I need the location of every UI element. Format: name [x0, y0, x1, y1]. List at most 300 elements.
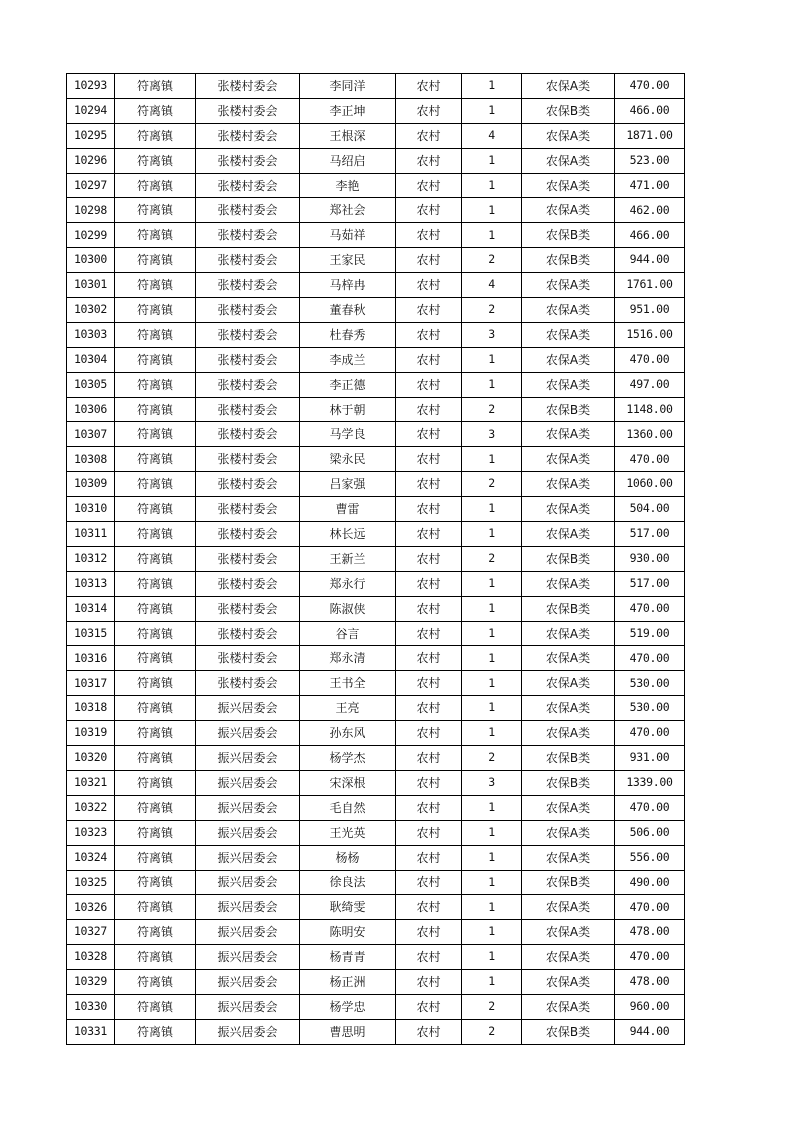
category-cell: 农保B类 — [522, 870, 615, 895]
record-id-cell: 10296 — [67, 148, 115, 173]
town-cell: 符离镇 — [115, 347, 196, 372]
amount-cell: 471.00 — [615, 173, 685, 198]
amount-cell: 519.00 — [615, 621, 685, 646]
committee-cell: 振兴居委会 — [196, 696, 300, 721]
name-cell: 杨青青 — [300, 945, 396, 970]
category-cell: 农保B类 — [522, 397, 615, 422]
town-cell: 符离镇 — [115, 298, 196, 323]
amount-cell: 466.00 — [615, 223, 685, 248]
category-cell: 农保A类 — [522, 820, 615, 845]
town-cell: 符离镇 — [115, 795, 196, 820]
committee-cell: 振兴居委会 — [196, 1019, 300, 1044]
member-count-cell: 1 — [462, 571, 522, 596]
category-cell: 农保B类 — [522, 1019, 615, 1044]
record-id-cell: 10302 — [67, 298, 115, 323]
town-cell: 符离镇 — [115, 472, 196, 497]
amount-cell: 470.00 — [615, 895, 685, 920]
record-id-cell: 10318 — [67, 696, 115, 721]
town-cell: 符离镇 — [115, 98, 196, 123]
committee-cell: 振兴居委会 — [196, 945, 300, 970]
table-row — [67, 845, 685, 870]
amount-cell: 470.00 — [615, 74, 685, 99]
member-count-cell: 1 — [462, 596, 522, 621]
household-type-cell: 农村 — [396, 746, 462, 771]
amount-cell: 944.00 — [615, 1019, 685, 1044]
amount-cell: 466.00 — [615, 98, 685, 123]
household-type-cell: 农村 — [396, 198, 462, 223]
household-type-cell: 农村 — [396, 347, 462, 372]
name-cell: 陈淑侠 — [300, 596, 396, 621]
name-cell: 李正坤 — [300, 98, 396, 123]
committee-cell: 张楼村委会 — [196, 298, 300, 323]
town-cell: 符离镇 — [115, 173, 196, 198]
household-type-cell: 农村 — [396, 621, 462, 646]
name-cell: 董春秋 — [300, 298, 396, 323]
household-type-cell: 农村 — [396, 497, 462, 522]
table-row — [67, 646, 685, 671]
category-cell: 农保A类 — [522, 945, 615, 970]
amount-cell: 462.00 — [615, 198, 685, 223]
table-row — [67, 820, 685, 845]
committee-cell: 张楼村委会 — [196, 571, 300, 596]
table-row — [67, 447, 685, 472]
committee-cell: 张楼村委会 — [196, 546, 300, 571]
town-cell: 符离镇 — [115, 820, 196, 845]
record-id-cell: 10308 — [67, 447, 115, 472]
member-count-cell: 1 — [462, 895, 522, 920]
record-id-cell: 10306 — [67, 397, 115, 422]
category-cell: 农保A类 — [522, 422, 615, 447]
amount-cell: 1761.00 — [615, 273, 685, 298]
record-id-cell: 10319 — [67, 721, 115, 746]
household-type-cell: 农村 — [396, 970, 462, 995]
category-cell: 农保A类 — [522, 994, 615, 1019]
household-type-cell: 农村 — [396, 795, 462, 820]
household-type-cell: 农村 — [396, 223, 462, 248]
category-cell: 农保A类 — [522, 522, 615, 547]
member-count-cell: 1 — [462, 920, 522, 945]
household-type-cell: 农村 — [396, 372, 462, 397]
member-count-cell: 1 — [462, 74, 522, 99]
household-type-cell: 农村 — [396, 721, 462, 746]
member-count-cell: 1 — [462, 721, 522, 746]
member-count-cell: 3 — [462, 770, 522, 795]
category-cell: 农保A类 — [522, 696, 615, 721]
household-type-cell: 农村 — [396, 472, 462, 497]
name-cell: 梁永民 — [300, 447, 396, 472]
table-row — [67, 397, 685, 422]
category-cell: 农保A类 — [522, 372, 615, 397]
table-row — [67, 746, 685, 771]
household-type-cell: 农村 — [396, 74, 462, 99]
committee-cell: 振兴居委会 — [196, 845, 300, 870]
category-cell: 农保B类 — [522, 223, 615, 248]
table-row — [67, 721, 685, 746]
category-cell: 农保A类 — [522, 571, 615, 596]
name-cell: 谷言 — [300, 621, 396, 646]
record-id-cell: 10309 — [67, 472, 115, 497]
amount-cell: 497.00 — [615, 372, 685, 397]
record-id-cell: 10307 — [67, 422, 115, 447]
member-count-cell: 1 — [462, 870, 522, 895]
table-row — [67, 795, 685, 820]
amount-cell: 523.00 — [615, 148, 685, 173]
category-cell: 农保B类 — [522, 770, 615, 795]
amount-cell: 944.00 — [615, 248, 685, 273]
category-cell: 农保B类 — [522, 98, 615, 123]
record-id-cell: 10321 — [67, 770, 115, 795]
amount-cell: 1148.00 — [615, 397, 685, 422]
town-cell: 符离镇 — [115, 621, 196, 646]
household-type-cell: 农村 — [396, 596, 462, 621]
record-id-cell: 10304 — [67, 347, 115, 372]
member-count-cell: 1 — [462, 696, 522, 721]
category-cell: 农保A类 — [522, 273, 615, 298]
committee-cell: 张楼村委会 — [196, 173, 300, 198]
name-cell: 孙东风 — [300, 721, 396, 746]
category-cell: 农保B类 — [522, 546, 615, 571]
category-cell: 农保A类 — [522, 920, 615, 945]
table-row — [67, 248, 685, 273]
committee-cell: 张楼村委会 — [196, 522, 300, 547]
town-cell: 符离镇 — [115, 198, 196, 223]
record-id-cell: 10299 — [67, 223, 115, 248]
committee-cell: 振兴居委会 — [196, 770, 300, 795]
household-type-cell: 农村 — [396, 1019, 462, 1044]
record-id-cell: 10317 — [67, 671, 115, 696]
member-count-cell: 1 — [462, 621, 522, 646]
member-count-cell: 1 — [462, 98, 522, 123]
committee-cell: 振兴居委会 — [196, 895, 300, 920]
household-type-cell: 农村 — [396, 920, 462, 945]
record-id-cell: 10315 — [67, 621, 115, 646]
table-row — [67, 223, 685, 248]
name-cell: 李成兰 — [300, 347, 396, 372]
town-cell: 符离镇 — [115, 273, 196, 298]
household-type-cell: 农村 — [396, 671, 462, 696]
household-type-cell: 农村 — [396, 770, 462, 795]
table-row — [67, 970, 685, 995]
category-cell: 农保A类 — [522, 845, 615, 870]
amount-cell: 470.00 — [615, 596, 685, 621]
table-row — [67, 148, 685, 173]
town-cell: 符离镇 — [115, 895, 196, 920]
town-cell: 符离镇 — [115, 920, 196, 945]
name-cell: 李同洋 — [300, 74, 396, 99]
table-row — [67, 74, 685, 99]
committee-cell: 振兴居委会 — [196, 746, 300, 771]
member-count-cell: 2 — [462, 546, 522, 571]
member-count-cell: 4 — [462, 123, 522, 148]
table-row — [67, 945, 685, 970]
committee-cell: 张楼村委会 — [196, 148, 300, 173]
name-cell: 马茹祥 — [300, 223, 396, 248]
amount-cell: 504.00 — [615, 497, 685, 522]
committee-cell: 振兴居委会 — [196, 994, 300, 1019]
town-cell: 符离镇 — [115, 994, 196, 1019]
table-row — [67, 472, 685, 497]
member-count-cell: 1 — [462, 372, 522, 397]
name-cell: 李正德 — [300, 372, 396, 397]
town-cell: 符离镇 — [115, 546, 196, 571]
household-type-cell: 农村 — [396, 895, 462, 920]
record-id-cell: 10327 — [67, 920, 115, 945]
record-id-cell: 10330 — [67, 994, 115, 1019]
member-count-cell: 2 — [462, 1019, 522, 1044]
name-cell: 王书全 — [300, 671, 396, 696]
committee-cell: 张楼村委会 — [196, 248, 300, 273]
category-cell: 农保B类 — [522, 746, 615, 771]
record-id-cell: 10312 — [67, 546, 115, 571]
member-count-cell: 1 — [462, 148, 522, 173]
member-count-cell: 1 — [462, 845, 522, 870]
amount-cell: 556.00 — [615, 845, 685, 870]
record-id-cell: 10322 — [67, 795, 115, 820]
member-count-cell: 2 — [462, 746, 522, 771]
amount-cell: 1516.00 — [615, 322, 685, 347]
category-cell: 农保A类 — [522, 621, 615, 646]
amount-cell: 1060.00 — [615, 472, 685, 497]
record-id-cell: 10310 — [67, 497, 115, 522]
record-id-cell: 10320 — [67, 746, 115, 771]
amount-cell: 506.00 — [615, 820, 685, 845]
committee-cell: 振兴居委会 — [196, 795, 300, 820]
record-id-cell: 10303 — [67, 322, 115, 347]
member-count-cell: 1 — [462, 820, 522, 845]
name-cell: 林长远 — [300, 522, 396, 547]
committee-cell: 张楼村委会 — [196, 671, 300, 696]
town-cell: 符离镇 — [115, 148, 196, 173]
records-table-body — [67, 74, 685, 1045]
name-cell: 杨正洲 — [300, 970, 396, 995]
category-cell: 农保A类 — [522, 173, 615, 198]
town-cell: 符离镇 — [115, 746, 196, 771]
record-id-cell: 10328 — [67, 945, 115, 970]
household-type-cell: 农村 — [396, 148, 462, 173]
town-cell: 符离镇 — [115, 596, 196, 621]
name-cell: 耿绮雯 — [300, 895, 396, 920]
member-count-cell: 1 — [462, 970, 522, 995]
town-cell: 符离镇 — [115, 322, 196, 347]
member-count-cell: 2 — [462, 298, 522, 323]
table-row — [67, 596, 685, 621]
member-count-cell: 1 — [462, 522, 522, 547]
town-cell: 符离镇 — [115, 397, 196, 422]
member-count-cell: 4 — [462, 273, 522, 298]
table-row — [67, 98, 685, 123]
record-id-cell: 10314 — [67, 596, 115, 621]
name-cell: 陈明安 — [300, 920, 396, 945]
table-row — [67, 696, 685, 721]
table-row — [67, 895, 685, 920]
town-cell: 符离镇 — [115, 945, 196, 970]
table-row — [67, 497, 685, 522]
table-row — [67, 198, 685, 223]
member-count-cell: 2 — [462, 248, 522, 273]
household-type-cell: 农村 — [396, 123, 462, 148]
member-count-cell: 2 — [462, 397, 522, 422]
committee-cell: 振兴居委会 — [196, 920, 300, 945]
table-row — [67, 546, 685, 571]
household-type-cell: 农村 — [396, 397, 462, 422]
amount-cell: 490.00 — [615, 870, 685, 895]
amount-cell: 1871.00 — [615, 123, 685, 148]
committee-cell: 振兴居委会 — [196, 870, 300, 895]
amount-cell: 478.00 — [615, 970, 685, 995]
record-id-cell: 10297 — [67, 173, 115, 198]
household-type-cell: 农村 — [396, 298, 462, 323]
member-count-cell: 1 — [462, 646, 522, 671]
town-cell: 符离镇 — [115, 447, 196, 472]
record-id-cell: 10313 — [67, 571, 115, 596]
amount-cell: 931.00 — [615, 746, 685, 771]
category-cell: 农保A类 — [522, 198, 615, 223]
household-type-cell: 农村 — [396, 248, 462, 273]
record-id-cell: 10300 — [67, 248, 115, 273]
household-type-cell: 农村 — [396, 870, 462, 895]
town-cell: 符离镇 — [115, 870, 196, 895]
committee-cell: 张楼村委会 — [196, 347, 300, 372]
record-id-cell: 10295 — [67, 123, 115, 148]
name-cell: 郑永清 — [300, 646, 396, 671]
committee-cell: 张楼村委会 — [196, 98, 300, 123]
household-type-cell: 农村 — [396, 273, 462, 298]
category-cell: 农保A类 — [522, 322, 615, 347]
name-cell: 马学良 — [300, 422, 396, 447]
table-row — [67, 372, 685, 397]
household-type-cell: 农村 — [396, 994, 462, 1019]
table-row — [67, 347, 685, 372]
member-count-cell: 2 — [462, 994, 522, 1019]
table-row — [67, 1019, 685, 1044]
committee-cell: 张楼村委会 — [196, 596, 300, 621]
table-row — [67, 571, 685, 596]
town-cell: 符离镇 — [115, 571, 196, 596]
name-cell: 杨学杰 — [300, 746, 396, 771]
town-cell: 符离镇 — [115, 522, 196, 547]
amount-cell: 951.00 — [615, 298, 685, 323]
category-cell: 农保A类 — [522, 347, 615, 372]
name-cell: 王根深 — [300, 123, 396, 148]
household-type-cell: 农村 — [396, 522, 462, 547]
committee-cell: 振兴居委会 — [196, 721, 300, 746]
household-type-cell: 农村 — [396, 322, 462, 347]
household-type-cell: 农村 — [396, 845, 462, 870]
amount-cell: 470.00 — [615, 347, 685, 372]
member-count-cell: 1 — [462, 347, 522, 372]
table-row — [67, 298, 685, 323]
committee-cell: 张楼村委会 — [196, 472, 300, 497]
record-id-cell: 10316 — [67, 646, 115, 671]
town-cell: 符离镇 — [115, 74, 196, 99]
committee-cell: 张楼村委会 — [196, 422, 300, 447]
member-count-cell: 1 — [462, 198, 522, 223]
record-id-cell: 10329 — [67, 970, 115, 995]
table-row — [67, 920, 685, 945]
town-cell: 符离镇 — [115, 1019, 196, 1044]
amount-cell: 478.00 — [615, 920, 685, 945]
amount-cell: 1339.00 — [615, 770, 685, 795]
household-type-cell: 农村 — [396, 571, 462, 596]
committee-cell: 张楼村委会 — [196, 447, 300, 472]
household-type-cell: 农村 — [396, 173, 462, 198]
record-id-cell: 10323 — [67, 820, 115, 845]
town-cell: 符离镇 — [115, 671, 196, 696]
table-row — [67, 123, 685, 148]
category-cell: 农保A类 — [522, 148, 615, 173]
name-cell: 林于朝 — [300, 397, 396, 422]
amount-cell: 470.00 — [615, 721, 685, 746]
category-cell: 农保A类 — [522, 895, 615, 920]
table-row — [67, 273, 685, 298]
category-cell: 农保A类 — [522, 74, 615, 99]
table-row — [67, 173, 685, 198]
name-cell: 杜春秀 — [300, 322, 396, 347]
name-cell: 李艳 — [300, 173, 396, 198]
household-type-cell: 农村 — [396, 422, 462, 447]
member-count-cell: 1 — [462, 173, 522, 198]
record-id-cell: 10293 — [67, 74, 115, 99]
category-cell: 农保A类 — [522, 721, 615, 746]
category-cell: 农保A类 — [522, 646, 615, 671]
record-id-cell: 10324 — [67, 845, 115, 870]
category-cell: 农保A类 — [522, 497, 615, 522]
record-id-cell: 10331 — [67, 1019, 115, 1044]
record-id-cell: 10326 — [67, 895, 115, 920]
category-cell: 农保A类 — [522, 123, 615, 148]
record-id-cell: 10298 — [67, 198, 115, 223]
committee-cell: 振兴居委会 — [196, 820, 300, 845]
amount-cell: 530.00 — [615, 696, 685, 721]
household-type-cell: 农村 — [396, 646, 462, 671]
category-cell: 农保A类 — [522, 298, 615, 323]
category-cell: 农保B类 — [522, 596, 615, 621]
town-cell: 符离镇 — [115, 646, 196, 671]
name-cell: 郑永行 — [300, 571, 396, 596]
household-type-cell: 农村 — [396, 447, 462, 472]
member-count-cell: 1 — [462, 795, 522, 820]
committee-cell: 张楼村委会 — [196, 273, 300, 298]
town-cell: 符离镇 — [115, 696, 196, 721]
category-cell: 农保A类 — [522, 671, 615, 696]
household-type-cell: 农村 — [396, 98, 462, 123]
amount-cell: 470.00 — [615, 795, 685, 820]
amount-cell: 517.00 — [615, 571, 685, 596]
committee-cell: 张楼村委会 — [196, 497, 300, 522]
committee-cell: 振兴居委会 — [196, 970, 300, 995]
town-cell: 符离镇 — [115, 497, 196, 522]
amount-cell: 517.00 — [615, 522, 685, 547]
amount-cell: 470.00 — [615, 945, 685, 970]
member-count-cell: 1 — [462, 671, 522, 696]
member-count-cell: 1 — [462, 945, 522, 970]
member-count-cell: 2 — [462, 472, 522, 497]
table-row — [67, 994, 685, 1019]
household-type-cell: 农村 — [396, 546, 462, 571]
record-id-cell: 10305 — [67, 372, 115, 397]
name-cell: 王家民 — [300, 248, 396, 273]
name-cell: 毛自然 — [300, 795, 396, 820]
name-cell: 王新兰 — [300, 546, 396, 571]
record-id-cell: 10311 — [67, 522, 115, 547]
name-cell: 王光英 — [300, 820, 396, 845]
table-row — [67, 770, 685, 795]
name-cell: 杨杨 — [300, 845, 396, 870]
records-table — [66, 73, 685, 1045]
table-row — [67, 870, 685, 895]
town-cell: 符离镇 — [115, 770, 196, 795]
record-id-cell: 10294 — [67, 98, 115, 123]
